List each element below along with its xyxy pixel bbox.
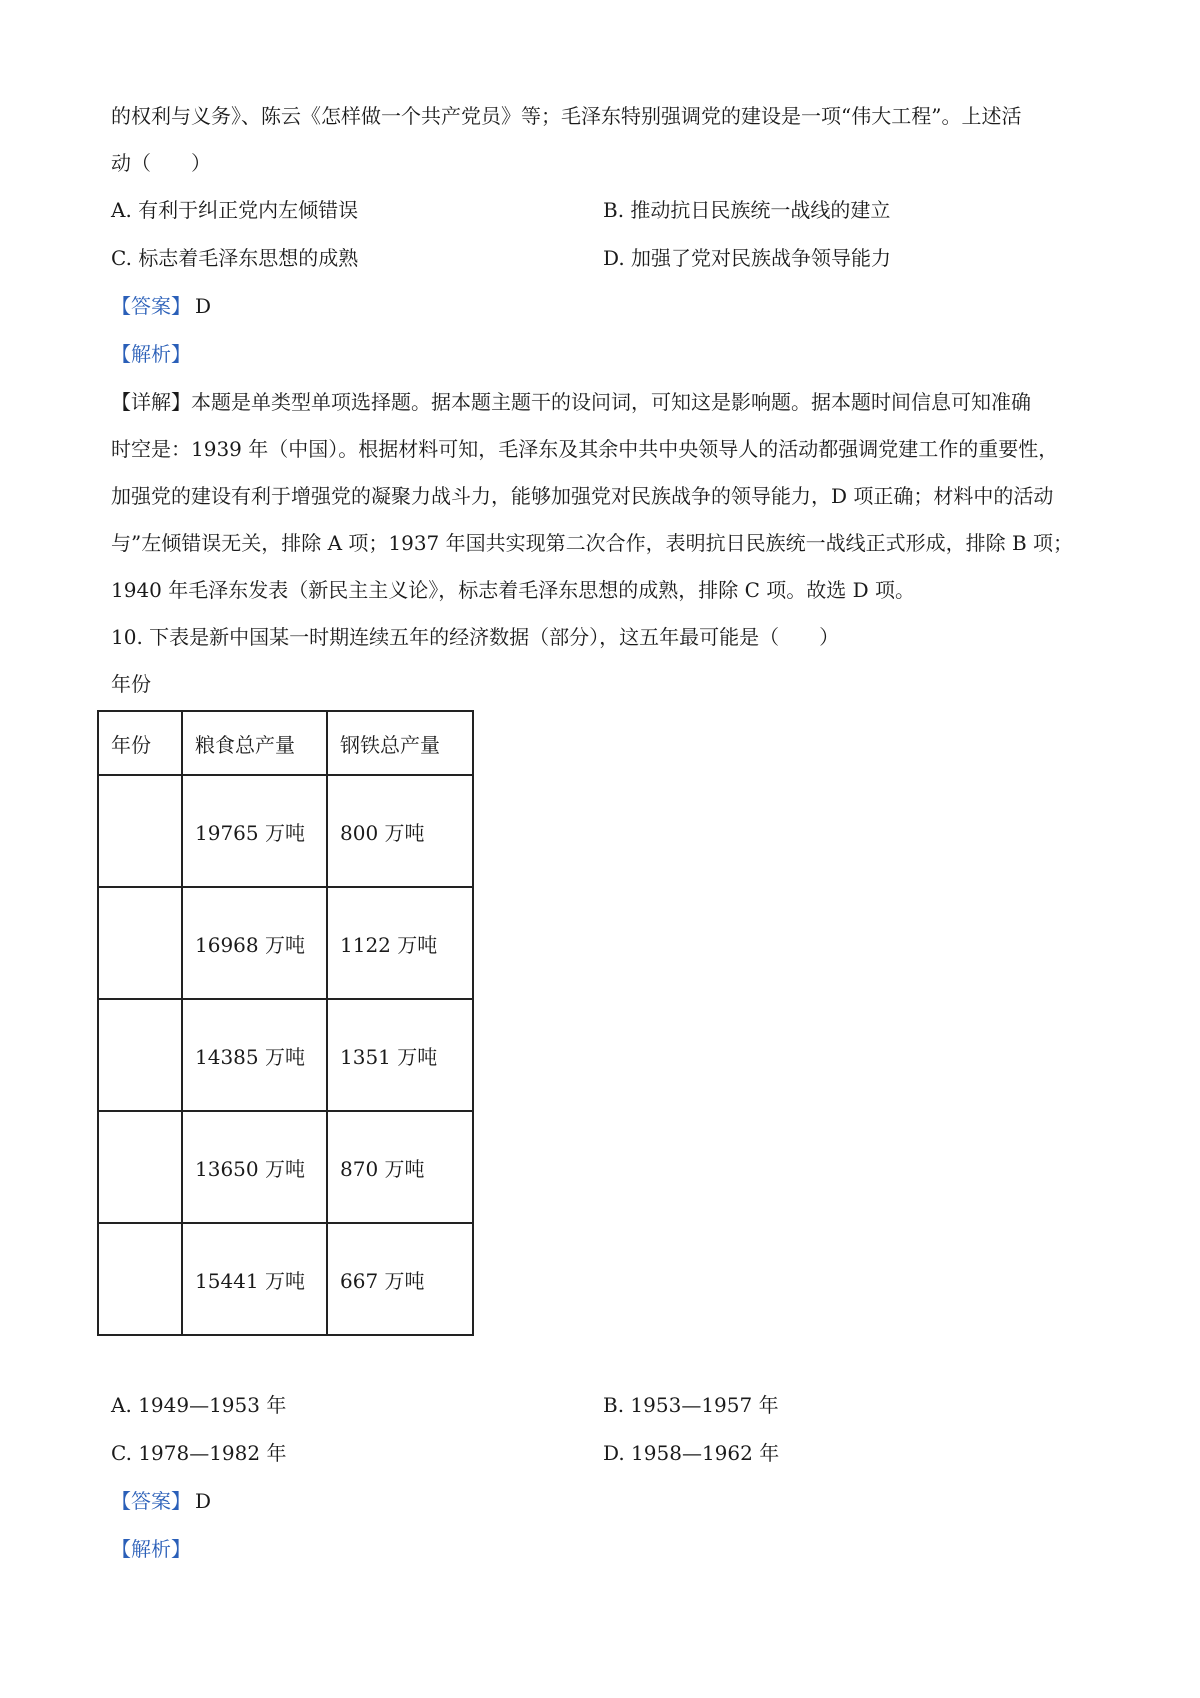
table-cell-year xyxy=(98,1111,182,1223)
q9-option-a xyxy=(111,197,358,223)
q10-option-d-text: 1958—1962 年 xyxy=(631,1441,780,1465)
q9-option-b xyxy=(603,197,890,223)
q10-analysis-heading xyxy=(111,1536,191,1562)
q9-option-a-label: A. xyxy=(111,198,132,222)
q9-stem-line-2: 动（ ） xyxy=(111,151,211,175)
q9-option-b-text: 推动抗日民族统一战线的建立 xyxy=(630,198,891,222)
table-cell-steel: 800 万吨 xyxy=(327,775,473,887)
q9-option-c-text: 标志着毛泽东思想的成熟 xyxy=(138,246,359,270)
table-cell-year xyxy=(98,775,182,887)
table-cell-grain: 19765 万吨 xyxy=(182,775,327,887)
q9-detail-tag: 【详解】 xyxy=(111,390,191,414)
q9-stem-line-1: 的权利与义务》、陈云《怎样做一个共产党员》等；毛泽东特别强调党的建设是一项“伟大工程”。上述活 xyxy=(111,104,1022,128)
q10-pre-table-label: 年份 xyxy=(111,672,151,696)
q10-option-b-text: 1953—1957 年 xyxy=(630,1393,779,1417)
table-cell-year xyxy=(98,887,182,999)
table-cell-steel: 1122 万吨 xyxy=(327,887,473,999)
q9-option-c-label: C. xyxy=(111,246,132,270)
q9-option-a-text: 有利于纠正党内左倾错误 xyxy=(138,198,359,222)
q10-option-b-label: B. xyxy=(603,1393,625,1417)
q10-option-a-text: 1949—1953 年 xyxy=(138,1393,287,1417)
table-header-grain: 粮食总产量 xyxy=(182,711,327,775)
table-header-year: 年份 xyxy=(98,711,182,775)
q9-option-c xyxy=(111,245,358,271)
table-cell-grain: 13650 万吨 xyxy=(182,1111,327,1223)
table-cell-steel: 870 万吨 xyxy=(327,1111,473,1223)
q9-analysis-heading xyxy=(111,341,191,367)
q10-analysis-tag: 【解析】 xyxy=(111,1537,191,1561)
economic-data-table xyxy=(97,710,474,1336)
q10-option-a xyxy=(111,1392,286,1418)
q10-stem: 10. 下表是新中国某一时期连续五年的经济数据（部分），这五年最可能是（ ） xyxy=(111,625,840,649)
table-header-steel: 钢铁总产量 xyxy=(327,711,473,775)
q10-option-d xyxy=(603,1440,779,1466)
q10-option-c-label: C. xyxy=(111,1441,132,1465)
q10-option-a-label: A. xyxy=(111,1393,132,1417)
table-cell-grain: 16968 万吨 xyxy=(182,887,327,999)
table-cell-grain: 14385 万吨 xyxy=(182,999,327,1111)
q10-answer-tag: 【答案】 xyxy=(111,1489,191,1513)
table-row xyxy=(98,887,473,999)
q9-detail-line-3: 加强党的建设有利于增强党的凝聚力战斗力，能够加强党对民族战争的领导能力，D 项正确；材料中的活动 xyxy=(111,484,1054,508)
q10-answer-value: D xyxy=(195,1489,212,1513)
q9-detail-line-4: 与”左倾错误无关，排除 A 项；1937 年国共实现第二次合作，表明抗日民族统一战线正式形成，排除 B 项； xyxy=(111,531,1074,555)
table-cell-year xyxy=(98,999,182,1111)
table-row xyxy=(98,1111,473,1223)
q9-detail-line-5: 1940 年毛泽东发表（新民主主义论》，标志着毛泽东思想的成熟，排除 C 项。故选 D 项。 xyxy=(111,578,916,602)
q10-answer xyxy=(111,1488,211,1514)
q9-analysis-tag: 【解析】 xyxy=(111,342,191,366)
q10-option-c xyxy=(111,1440,286,1466)
q10-option-d-label: D. xyxy=(603,1441,625,1465)
table-cell-grain: 15441 万吨 xyxy=(182,1223,327,1335)
q9-option-d-text: 加强了党对民族战争领导能力 xyxy=(631,246,892,270)
q9-detail-text-1: 本题是单类型单项选择题。据本题主题干的设问词，可知这是影响题。据本题时间信息可知准确 xyxy=(191,390,1031,414)
table-header-row xyxy=(98,711,473,775)
table-row xyxy=(98,999,473,1111)
table-row xyxy=(98,1223,473,1335)
q9-detail-line-2: 时空是：1939 年（中国）。根据材料可知，毛泽东及其余中共中央领导人的活动都强调党建工作的重要性， xyxy=(111,437,1059,461)
q9-answer xyxy=(111,293,211,319)
table-row xyxy=(98,775,473,887)
q9-answer-tag: 【答案】 xyxy=(111,294,191,318)
q10-option-b xyxy=(603,1392,779,1418)
q9-detail-line-1 xyxy=(111,389,1031,415)
q10-option-c-text: 1978—1982 年 xyxy=(138,1441,287,1465)
q9-option-b-label: B. xyxy=(603,198,625,222)
q9-answer-value: D xyxy=(195,294,212,318)
table-cell-steel: 1351 万吨 xyxy=(327,999,473,1111)
q9-option-d-label: D. xyxy=(603,246,625,270)
table-cell-year xyxy=(98,1223,182,1335)
q9-option-d xyxy=(603,245,891,271)
table-cell-steel: 667 万吨 xyxy=(327,1223,473,1335)
